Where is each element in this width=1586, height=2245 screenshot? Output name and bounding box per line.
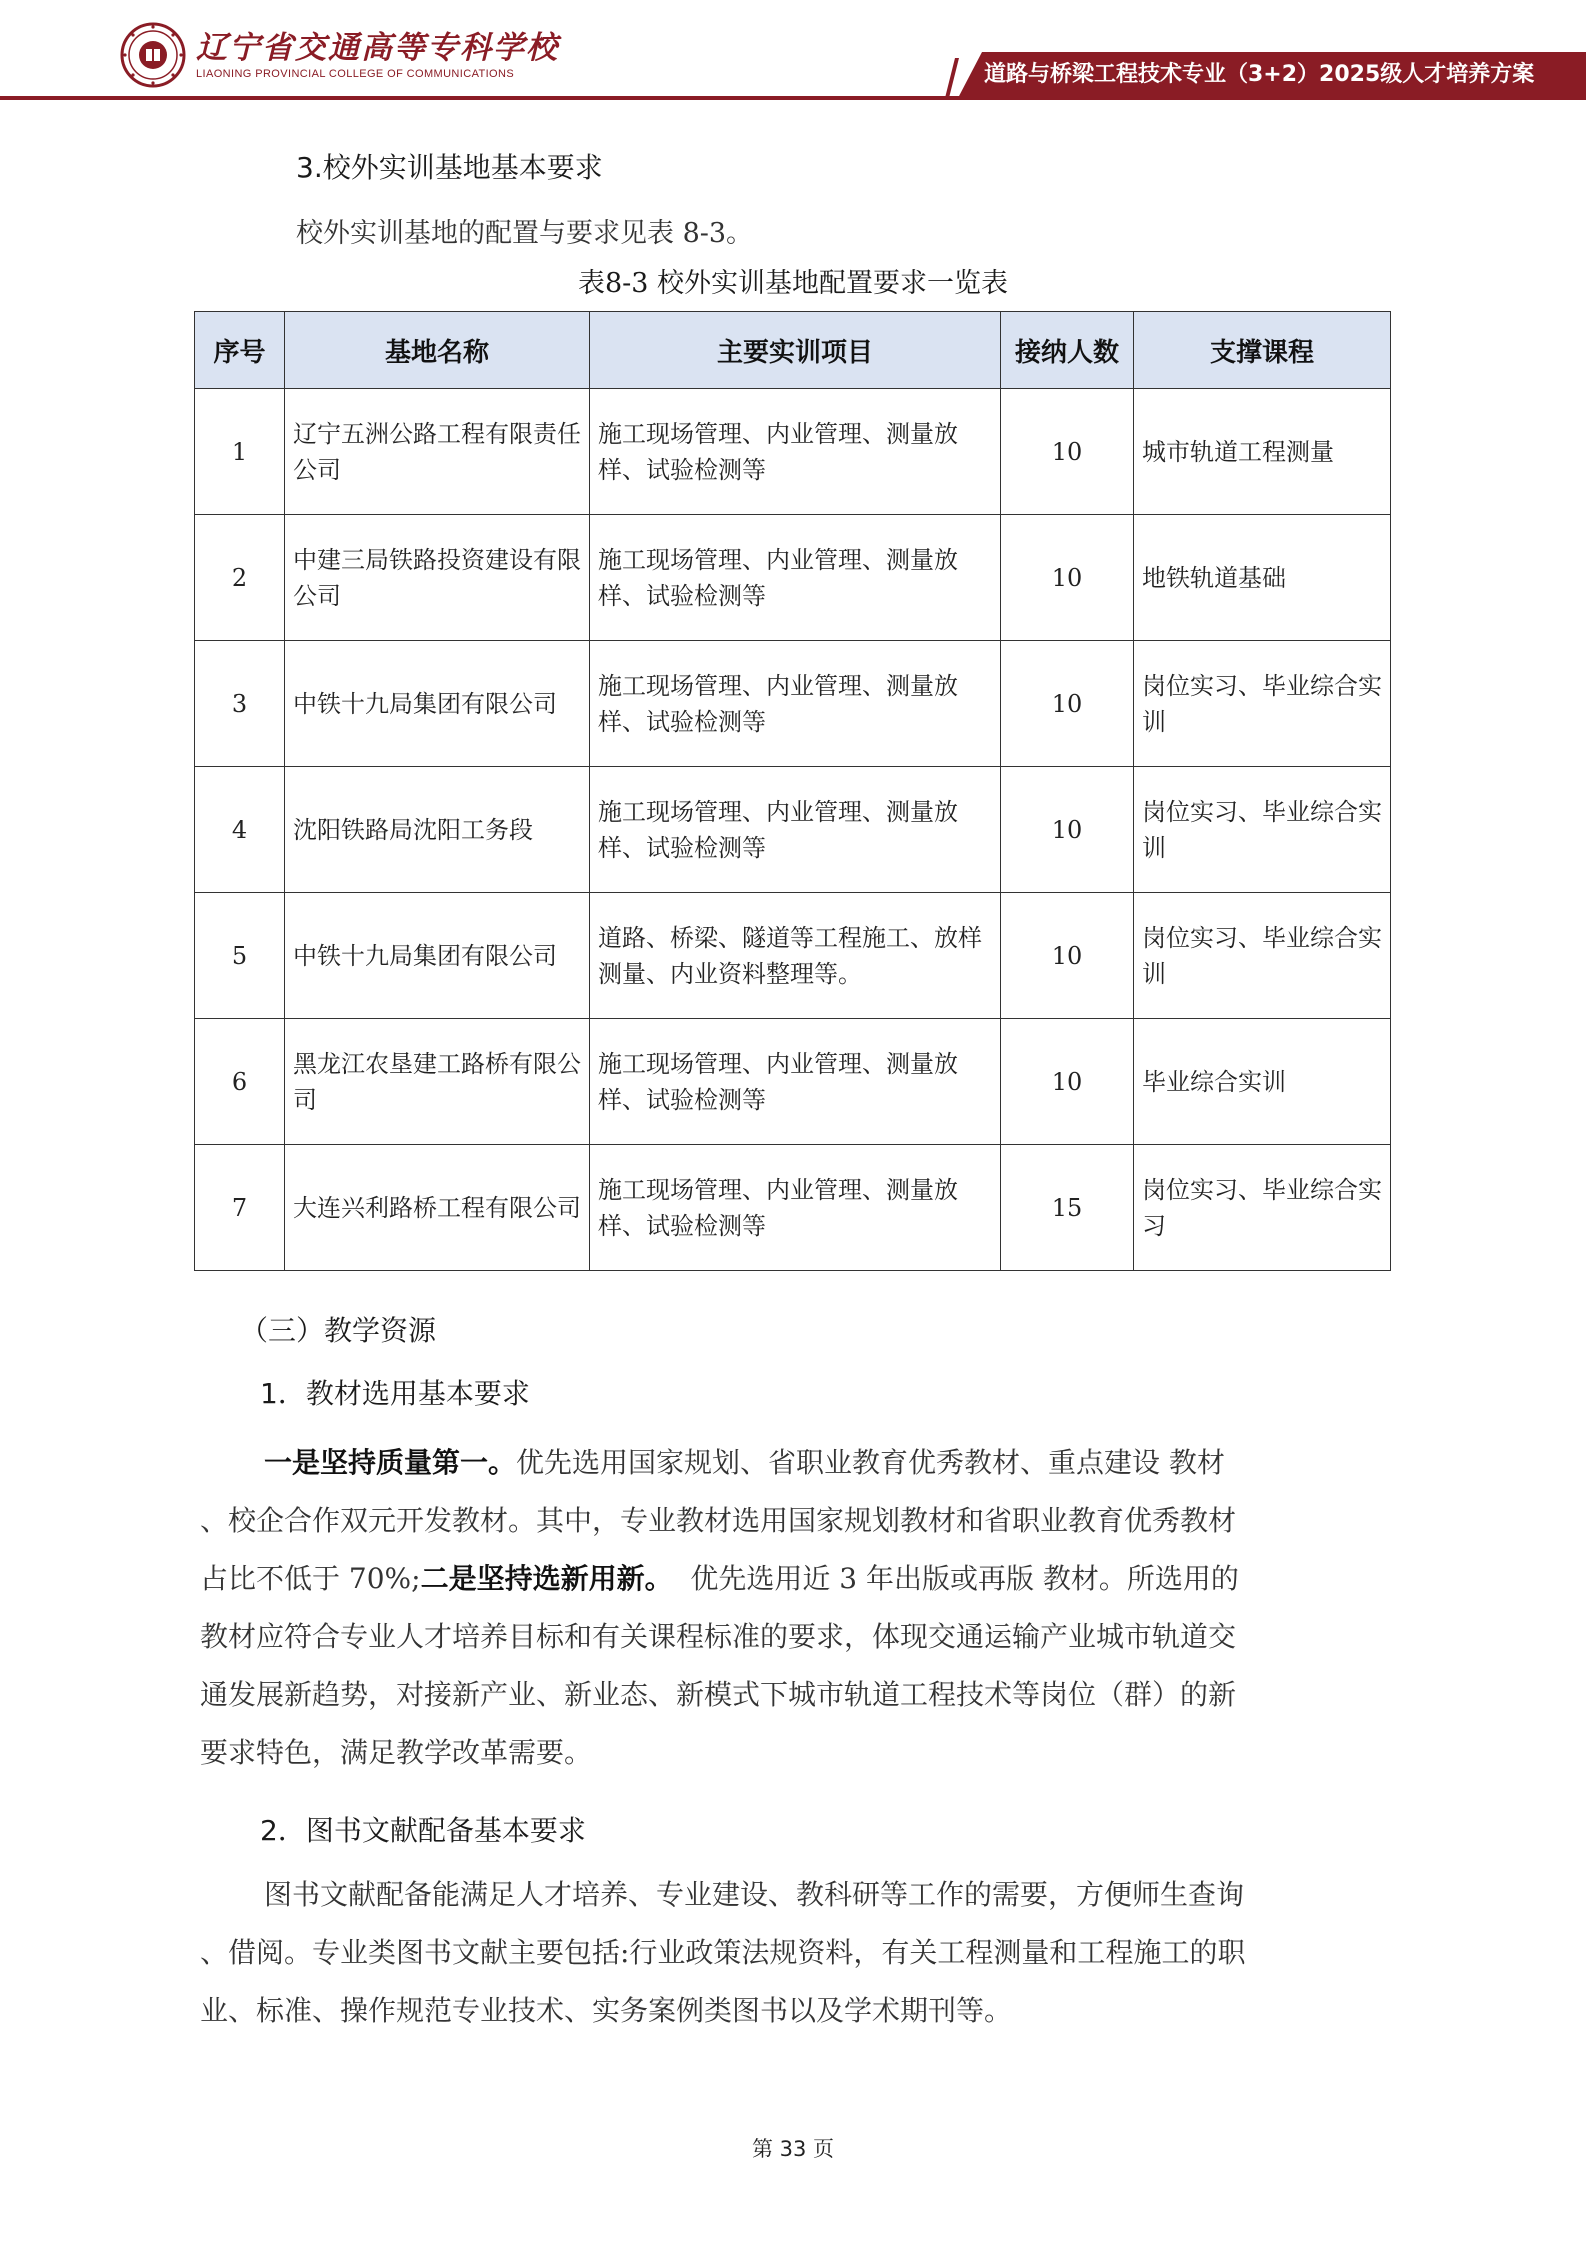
cell-project: 施工现场管理、内业管理、测量放样、试验检测等 [590, 767, 1001, 893]
cell-name: 大连兴利路桥工程有限公司 [285, 1145, 590, 1271]
cell-no: 4 [195, 767, 285, 893]
cell-project: 施工现场管理、内业管理、测量放样、试验检测等 [590, 515, 1001, 641]
paragraph-line: 通发展新趋势，对接新产业、新业态、新模式下城市轨道工程技术等岗位（群）的新 [200, 1678, 1237, 1711]
cell-project: 施工现场管理、内业管理、测量放样、试验检测等 [590, 641, 1001, 767]
table-row [195, 893, 1391, 1019]
cell-course: 岗位实习、毕业综合实训 [1134, 641, 1391, 767]
section-heading-teaching-resources: （三）教学资源 [240, 1314, 437, 1347]
paragraph-line: 业、标准、操作规范专业技术、实务案例类图书以及学术期刊等。 [200, 1994, 1013, 2027]
cell-name: 中建三局铁路投资建设有限公司 [285, 515, 590, 641]
paragraph-textbooks [200, 1434, 1400, 1782]
paragraph-line [200, 1550, 1400, 1608]
subheading-textbooks: 1．教材选用基本要求 [260, 1377, 530, 1410]
col-header-name: 基地名称 [285, 312, 590, 389]
table-caption: 表8-3 校外实训基地配置要求一览表 [577, 268, 1009, 299]
cell-course: 毕业综合实训 [1134, 1019, 1391, 1145]
cell-name: 沈阳铁路局沈阳工务段 [285, 767, 590, 893]
table-row [195, 389, 1391, 515]
cell-count: 10 [1001, 893, 1134, 1019]
col-header-no: 序号 [195, 312, 285, 389]
cell-name: 中铁十九局集团有限公司 [285, 893, 590, 1019]
training-base-table [194, 311, 1391, 1271]
cell-no: 5 [195, 893, 285, 1019]
cell-count: 15 [1001, 1145, 1134, 1271]
cell-no: 7 [195, 1145, 285, 1271]
cell-project: 施工现场管理、内业管理、测量放样、试验检测等 [590, 1019, 1001, 1145]
cell-name: 黑龙江农垦建工路桥有限公司 [285, 1019, 590, 1145]
col-header-count: 接纳人数 [1001, 312, 1134, 389]
table-row [195, 515, 1391, 641]
emphasis-quality-first: 一是坚持质量第一。 [264, 1446, 517, 1479]
school-name-en: LIAONING PROVINCIAL COLLEGE OF COMMUNICATIONS [196, 68, 515, 80]
cell-no: 3 [195, 641, 285, 767]
paragraph-line: 图书文献配备能满足人才培养、专业建设、教科研等工作的需要，方便师生查询 [264, 1878, 1245, 1911]
cell-course: 城市轨道工程测量 [1134, 389, 1391, 515]
cell-course: 岗位实习、毕业综合实训 [1134, 893, 1391, 1019]
cell-no: 6 [195, 1019, 285, 1145]
page-number: 第 33 页 [751, 2137, 835, 2161]
paragraph-line: 要求特色，满足教学改革需要。 [200, 1736, 593, 1769]
table-row [195, 1145, 1391, 1271]
col-header-course: 支撑课程 [1134, 312, 1391, 389]
table-row [195, 767, 1391, 893]
section-heading-offcampus: 3.校外实训基地基本要求 [296, 151, 603, 184]
emphasis-select-new: 二是坚持选新用新。 [420, 1562, 673, 1595]
table-row [195, 1019, 1391, 1145]
col-header-project: 主要实训项目 [590, 312, 1001, 389]
school-logo [120, 20, 559, 90]
paragraph-line: 、借阅。专业类图书文献主要包括:行业政策法规资料，有关工程测量和工程施工的职 [200, 1936, 1246, 1969]
cell-count: 10 [1001, 767, 1134, 893]
program-title: 道路与桥梁工程技术专业（3+2）2025级人才培养方案 [984, 62, 1535, 87]
cell-name: 中铁十九局集团有限公司 [285, 641, 590, 767]
subheading-library: 2．图书文献配备基本要求 [260, 1814, 586, 1847]
paragraph-line: 教材应符合专业人才培养目标和有关课程标准的要求，体现交通运输产业城市轨道交 [200, 1620, 1237, 1653]
section-intro: 校外实训基地的配置与要求见表 8-3。 [296, 218, 754, 249]
cell-count: 10 [1001, 515, 1134, 641]
cell-no: 1 [195, 389, 285, 515]
cell-project: 道路、桥梁、隧道等工程施工、放样测量、内业资料整理等。 [590, 893, 1001, 1019]
cell-count: 10 [1001, 1019, 1134, 1145]
paragraph-text: 优先选用国家规划、省职业教育优秀教材、重点建设 教材 [516, 1446, 1225, 1479]
cell-count: 10 [1001, 389, 1134, 515]
paragraph-text: 占比不低于 70%; [200, 1562, 421, 1595]
paragraph-text: 优先选用近 3 年出版或再版 教材。所选用的 [690, 1562, 1239, 1595]
cell-course: 地铁轨道基础 [1134, 515, 1391, 641]
header-stripe [945, 58, 959, 98]
school-name-cn: 辽宁省交通高等专科学校 [196, 30, 559, 66]
cell-project: 施工现场管理、内业管理、测量放样、试验检测等 [590, 1145, 1001, 1271]
school-seal-icon [120, 22, 186, 88]
school-name [196, 29, 559, 81]
table-header-row [195, 312, 1391, 389]
paragraph-line [200, 1434, 1400, 1492]
cell-project: 施工现场管理、内业管理、测量放样、试验检测等 [590, 389, 1001, 515]
page-header [0, 0, 1586, 102]
cell-course: 岗位实习、毕业综合实训 [1134, 767, 1391, 893]
cell-course: 岗位实习、毕业综合实习 [1134, 1145, 1391, 1271]
cell-name: 辽宁五洲公路工程有限责任公司 [285, 389, 590, 515]
paragraph-line: 、校企合作双元开发教材。其中，专业教材选用国家规划教材和省职业教育优秀教材 [200, 1504, 1237, 1537]
paragraph-library [200, 1866, 1400, 2040]
header-divider [0, 96, 1586, 100]
cell-count: 10 [1001, 641, 1134, 767]
cell-no: 2 [195, 515, 285, 641]
table-row [195, 641, 1391, 767]
